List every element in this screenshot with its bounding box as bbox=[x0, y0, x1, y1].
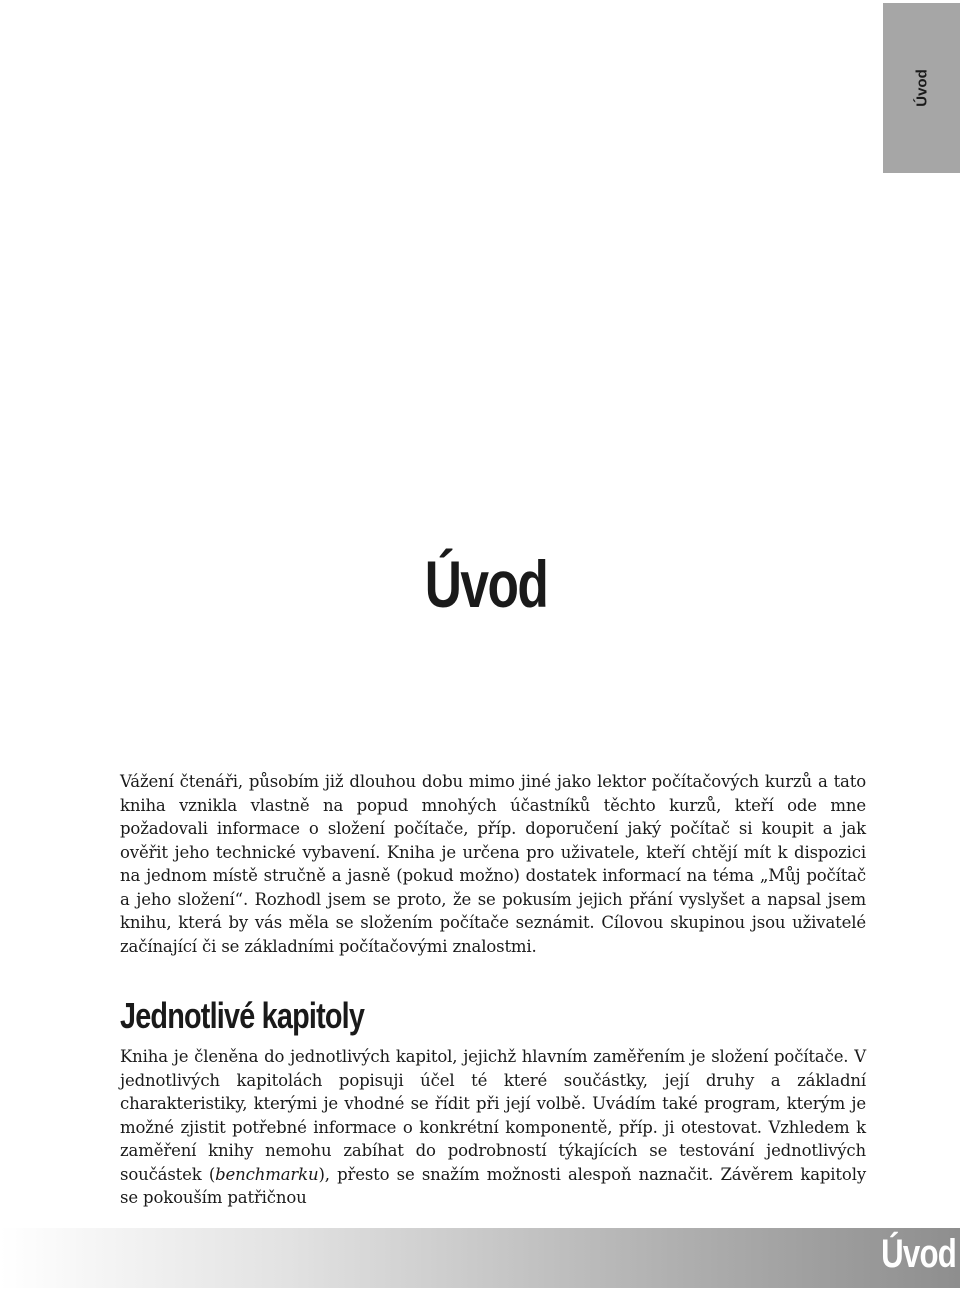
chapters-paragraph-text-start: Kniha je členěna do jednotlivých kapitol, jejichž hlavním zaměřením je složení počítače. V jednotlivých kapitolách popisuji účel té které součástky, její druhy a základní charakteristiky, kterými je vhodné se řídit při její volbě. Uvádím také program, kterým je možné zjistit potřebné informace o konkrétní komponentě, příp. ji otestovat. Vzhledem k zaměření knihy nemohu zabíhat do podrobností týkajících se testování jednotlivých součástek ( bbox=[120, 1047, 866, 1184]
side-tab-label: Úvod bbox=[913, 69, 930, 107]
chapters-paragraph-italic-term: benchmarku bbox=[215, 1164, 319, 1184]
section-heading: Jednotlivé kapitoly bbox=[120, 995, 365, 1036]
side-thumb-tab bbox=[883, 3, 960, 173]
footer-band bbox=[0, 1228, 960, 1288]
chapters-paragraph-text-end: ), přesto se snažím možnosti alespoň naznačit. Závěrem kapitoly se pokouším patřičnou bbox=[120, 1164, 866, 1207]
intro-paragraph: Vážení čtenáři, působím již dlouhou dobu mimo jiné jako lektor počítačových kurzů a tato kniha vznikla vlastně na popud mnohých účastníků těchto kurzů, kteří ode mne požadovali informace o složení počítače, příp. doporučení jaký počítač si koupit a jak ověřit jeho technické vybavení. Kniha je určena pro uživatele, kteří chtějí mít k dispozici na jednom místě stručně a jasně (pokud možno) dostatek informací na téma „Můj počítač a jeho složení“. Rozhodl jsem se proto, že se pokusím jejich přání vyslyšet a napsal jsem knihu, která by vás měla se složením počítače seznámit. Cílovou skupinou jsou uživatelé začínající či se základními počítačovými znalostmi. bbox=[120, 772, 866, 956]
chapters-paragraph bbox=[120, 1045, 866, 1210]
footer-chapter-label: Úvod bbox=[881, 1232, 956, 1276]
chapter-title: Úvod bbox=[424, 547, 548, 621]
